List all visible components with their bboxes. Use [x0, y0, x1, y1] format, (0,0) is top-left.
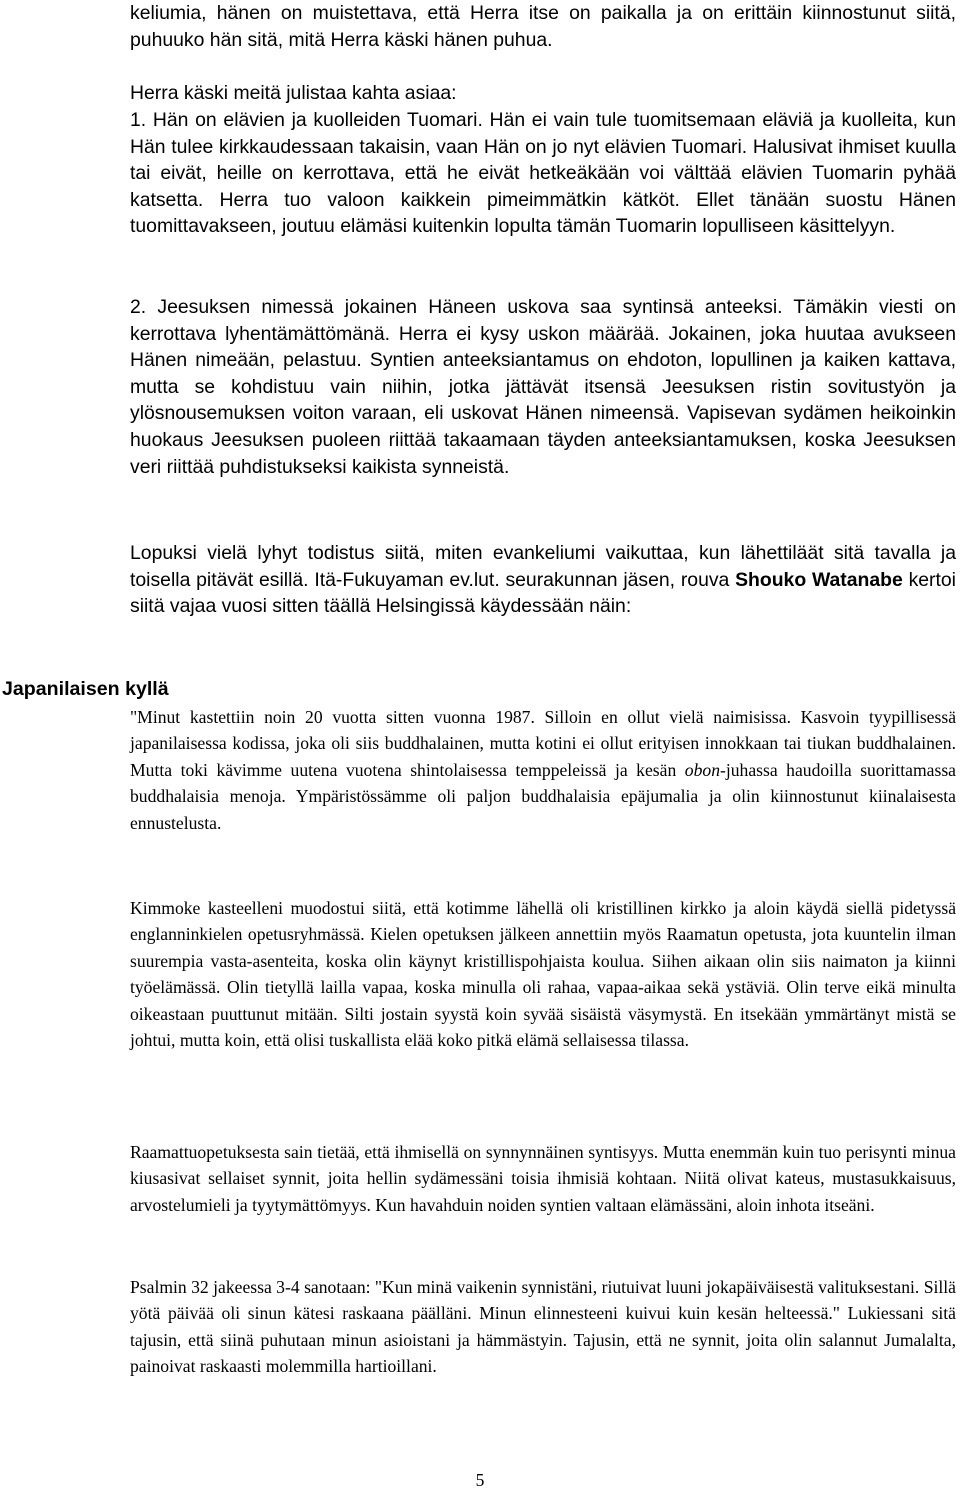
section-heading: Japanilaisen kyllä [2, 678, 169, 700]
paragraph-point-two: 2. Jeesuksen nimessä jokainen Häneen uskova saa syntinsä anteeksi. Tämäkin viesti on kerrottava lyhentämättömänä. Herra ei kysy uskon määrää. Jokainen, joka huutaa avukseen Hänen nimeään, pelastuu. Syntien anteeksiantamus on ehdoton, lopullinen ja kaiken kattava, mutta se kohdistuu vain niihin, jotka jättävät itsensä Jeesuksen ristin sovitustyön ja ylösnousemuksen voiton varaan, eli uskovat Hänen nimeensä. Vapisevan sydämen heikoinkin huokaus Jeesuksen puoleen riittää takaamaan täyden anteeksiantamuksen, koska Jeesuksen veri riittää puhdistukseksi kaikista synneistä. [130, 296, 956, 478]
baptism-text-before: "Minut kastettiin noin 20 vuotta sitten vuonna 1987. Silloin en ollut vielä naimisissa. Kasvoin tyypillisessä japanilaisessa kodissa, joka oli siis buddhalainen, mutta kotini ei ollut erityisen innokkaan tai tiukan buddhalainen. Mutta toki kävimme uutena vuotena shintolaisessa temppeleissä ja kesän [130, 707, 956, 780]
paragraph-preaching-intro: keliumia, hänen on muistettava, että Herra itse on paikalla ja on erittäin kiinnostunut siitä, puhuuko hän sitä, mitä Herra käski hänen puhua. [130, 2, 956, 51]
paragraph-sinfulness: Raamattuopetuksesta sain tietää, että ihmisellä on synnynnäinen syntisyys. Mutta enemmän kuin tuo perisynti minua kiusasivat sellaiset synnit, joita hellin sydämessäni toisia ihmisiä kohtaan. Niitä olivat kateus, mustasukkaisuus, arvostelumieli ja tyytymättömyys. Kun havahduin noiden syntien valtaan elämässäni, aloin inhota itseäni. [130, 1142, 956, 1215]
witness-name: Shouko Watanabe [735, 568, 903, 591]
testimony-intro-text-after: kertoi siitä vajaa vuosi sitten täällä Helsingissä käydessään näin: [130, 568, 956, 618]
paragraph-baptism-background [130, 704, 956, 836]
paragraph-psalm-32: Psalmin 32 jakeessa 3-4 sanotaan: "Kun minä vaikenin synnistäni, riutuivat luuni jokapäiväisestä valituksestani. Sillä yötä päivää oli sinun kätesi raskaana päälläni. Minun elinnesteeni kuivui kuin kesän helteessä." Lukiessani sitä tajusin, että siinä puhutaan minun asioistani ja hämmästyin. Tajusin, että ne synnit, joita olin salannut Jumalalta, painoivat raskaasti molemmilla hartioillani. [130, 1277, 956, 1377]
obon-term: obon [684, 759, 720, 780]
paragraph-church-impulse: Kimmoke kasteelleni muodostui siitä, että kotimme lähellä oli kristillinen kirkko ja aloin käydä siellä pidetyssä englanninkielen opetusryhmässä. Kielen opetuksen jälkeen annettiin myös Raamatun opetusta, jota kuuntelin ilman suurempia vasta-asenteita, koska olin käynyt kristillispohjaista koulua. Siihen aikaan olin siis naimaton ja kiinni työelämässä. Olin tietyllä lailla vapaa, koska minulla oli rahaa, vapaa-aikaa sekä ystäviä. Olin terve eikä minulta oikeastaan puuttunut mitään. Silti jostain syystä koin syvää sisäistä väsymystä. En itsekään ymmärtänyt mistä se johtui, mutta koin, että olisi tuskallista elää koko pitkä elämä sellaisessa tilassa. [130, 898, 956, 1051]
paragraph-testimony-intro [130, 540, 956, 620]
page-number: 5 [475, 1470, 485, 1490]
paragraph-two-messages-intro: Herra käski meitä julistaa kahta asiaa: [130, 82, 457, 104]
paragraph-point-one: 1. Hän on elävien ja kuolleiden Tuomari. Hän ei vain tule tuomitsemaan eläviä ja kuolleita, kun Hän tulee kirkkaudessaan takaisin, vaan Hän on jo nyt elävien Tuomari. Halusivat ihmiset kuulla tai eivät, heille on kerrottava, että he eivät hetkeäkään voi välttää elävien Tuomarin pyhää katsetta. Herra tuo valoon kaikkein pimeimmätkin kätköt. Ellet tänään suostu Hänen tuomittavakseen, joutuu elämäsi kuitenkin lopulta tämän Tuomarin lopulliseen käsittelyyn. [130, 109, 956, 238]
baptism-text-after: -juhassa haudoilla suorittamassa buddhalaisia menoja. Ympäristössämme oli paljon buddhalaisia epäjumalia ja olin kiinnostunut kiinalaisesta ennustelusta. [130, 759, 956, 833]
testimony-intro-text-before: Lopuksi vielä lyhyt todistus siitä, miten evankeliumi vaikuttaa, kun lähettiläät sitä tavalla ja toisella pitävät esillä. Itä-Fukuyaman ev.lut. seurakunnan jäsen, rouva [130, 542, 956, 591]
